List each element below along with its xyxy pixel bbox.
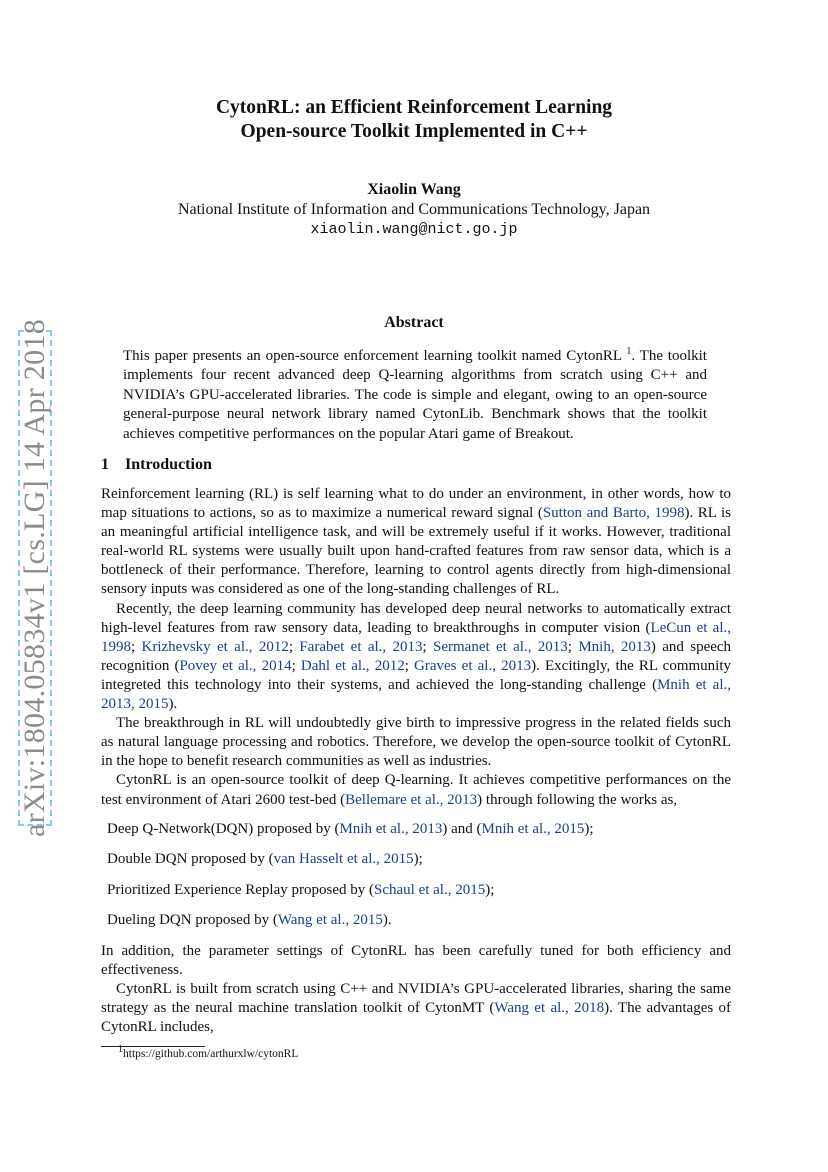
abstract-text [123, 347, 707, 444]
paragraph [101, 980, 731, 1037]
abstract-part: This paper presents an open-source enforcement learning toolkit named CytonRL [123, 348, 627, 364]
text-run: CytonRL is an open-source toolkit of deep Q-learning. It achieves competitive performances on the test environment of Atari 2600 test-bed ( [101, 772, 731, 808]
citation-link[interactable]: Graves et al., 2013 [414, 657, 532, 674]
text-run: ) and speech recognition ( [101, 638, 732, 674]
citation-link[interactable]: Dahl et al., 2012 [300, 657, 405, 674]
text-run: ); [485, 881, 495, 898]
text-run: ); [413, 851, 423, 868]
title-line-2: Open-source Toolkit Implemented in C++ [240, 121, 588, 142]
text-run: ). [382, 912, 392, 929]
text-run: ); [584, 820, 594, 837]
author-email: xiaolin.wang@nict.go.jp [310, 221, 518, 238]
section-number: 1 [101, 456, 109, 473]
text-run: Prioritized Experience Replay proposed by ( [107, 881, 374, 898]
citation-link[interactable]: Mnih et al., 2013, 2015 [101, 676, 732, 713]
author-block [0, 180, 828, 240]
text-run: ) through following the works as, [477, 791, 678, 808]
citation-link[interactable]: Sermanet et al., 2013 [433, 638, 568, 655]
section-heading [101, 456, 212, 474]
text-run: Dueling DQN proposed by ( [107, 912, 278, 929]
citation-link[interactable]: Sutton and Barto, 1998 [542, 505, 685, 522]
citation-link[interactable]: Mnih et al., 2013 [339, 820, 443, 837]
abstract-heading: Abstract [384, 314, 444, 331]
footnote-rule [101, 1046, 205, 1047]
list-item [107, 881, 731, 900]
text-run: Recently, the deep learning community has developed deep neural networks to automatically extract high-level features from raw sensory data, leading to breakthroughs in computer vision ( [101, 600, 731, 636]
paragraph: Recently, the deep learning community has developed deep neural networks to automatically extract high-level features from raw sensory data, leading to breakthroughs in computer vision (LeCun et al., 1998; Krizhevsky et al., 2012; Farabet et al., 2013; Sermanet et al., 2013; Mnih, 2013) and speech recognition (Povey et al., 2014; Dahl et al., 2012; Graves et al., 2013). Excitingly, the RL community integreted this technology into their systems, and achieved the long-standing challenge (Mnih et al., 2013, 2015). [101, 600, 732, 713]
text-run: CytonRL is built from scratch using C++ and NVIDIA’s GPU-accelerated libraries, sharing the same strategy as the neural machine translation toolkit of CytonMT ( [101, 981, 731, 1017]
footnote-marker[interactable]: 1 [626, 346, 632, 357]
footnote-url-link[interactable]: https://github.com/arthurxlw/cytonRL [123, 1048, 299, 1060]
citation-link[interactable]: Krizhevsky et al., 2012 [141, 638, 289, 655]
citation-link[interactable]: van Hasselt et al., 2015 [273, 851, 414, 868]
citation-link[interactable]: LeCun et al., 1998 [101, 619, 732, 655]
text-run: Reinforcement learning (RL) is self learning what to do under an environment, in other words, how to map situations to actions, so as to maximize a numerical reward signal ( [101, 486, 731, 522]
citation-link[interactable]: Mnih, 2013 [578, 638, 651, 655]
author-affiliation: National Institute of Information and Communications Technology, Japan [177, 201, 651, 218]
footnote-number: 1 [118, 1044, 123, 1056]
paragraph [101, 771, 731, 809]
citation-link[interactable]: Wang et al., 2015 [277, 912, 383, 929]
text-run: ). [168, 696, 178, 713]
paper-title [0, 96, 828, 144]
footnote [118, 1044, 299, 1060]
text-run: ). Excitingly, the RL community integreted this technology into their systems, and achieved the long-standing challenge ( [101, 657, 732, 693]
text-run: Double DQN proposed by ( [107, 851, 274, 868]
citation-link[interactable]: Schaul et al., 2015 [374, 881, 486, 898]
list-item [107, 820, 731, 839]
citation-link[interactable]: Mnih et al., 2015 [481, 820, 585, 837]
list-item [107, 850, 731, 869]
abstract-part: . The toolkit implements four recent advanced deep Q-learning algorithms from scratch using C++ and NVIDIA’s GPU-accelerated libraries. The code is simple and elegant, owing to an open-source general-purpose neural network library named CytonLib. Benchmark shows that the toolkit achieves competitive performances on the popular Atari game of Breakout. [123, 348, 707, 442]
paragraph [101, 485, 731, 600]
text-run: ) and ( [442, 820, 482, 837]
text-run: ). RL is an meaningful artificial intelligence task, and will be extremely useful if it works. However, traditional real-world RL systems were usually built upon hand-crafted features from raw sensor data, which is a bottleneck of their performance. Therefore, learning to control agents directly from high-dimensional sensory inputs was considered as one of the long-standing challenges of RL. [101, 505, 731, 598]
arxiv-stamp [18, 318, 52, 838]
paragraph: The breakthrough in RL will undoubtedly give birth to impressive progress in the related fields such as natural language processing and robotics. Therefore, we develop the open-source toolkit of CytonRL in the hope to benefit research communities as well as industries. [101, 715, 731, 770]
text-run: Deep Q-Network(DQN) proposed by ( [107, 820, 340, 837]
text-run: ). The advantages of CytonRL includes, [101, 1000, 732, 1036]
citation-link[interactable]: Bellemare et al., 2013 [345, 791, 478, 808]
list-item [107, 911, 731, 930]
paragraph: In addition, the parameter settings of CytonRL has been carefully tuned for both efficiency and effectiveness. [101, 942, 731, 979]
section-title: Introduction [125, 456, 212, 473]
body-text [101, 485, 731, 1037]
citation-link[interactable]: Farabet et al., 2013 [299, 638, 423, 655]
method-list [107, 820, 731, 931]
citation-link[interactable]: Wang et al., 2018 [494, 1000, 605, 1017]
title-line-1: CytonRL: an Efficient Reinforcement Learning [215, 97, 613, 118]
citation-link[interactable]: Povey et al., 2014 [179, 657, 292, 674]
arxiv-stamp-text: arXiv:1804.05834v1 [cs.LG] 14 Apr 2018 [18, 318, 51, 838]
author-name: Xiaolin Wang [367, 181, 461, 198]
